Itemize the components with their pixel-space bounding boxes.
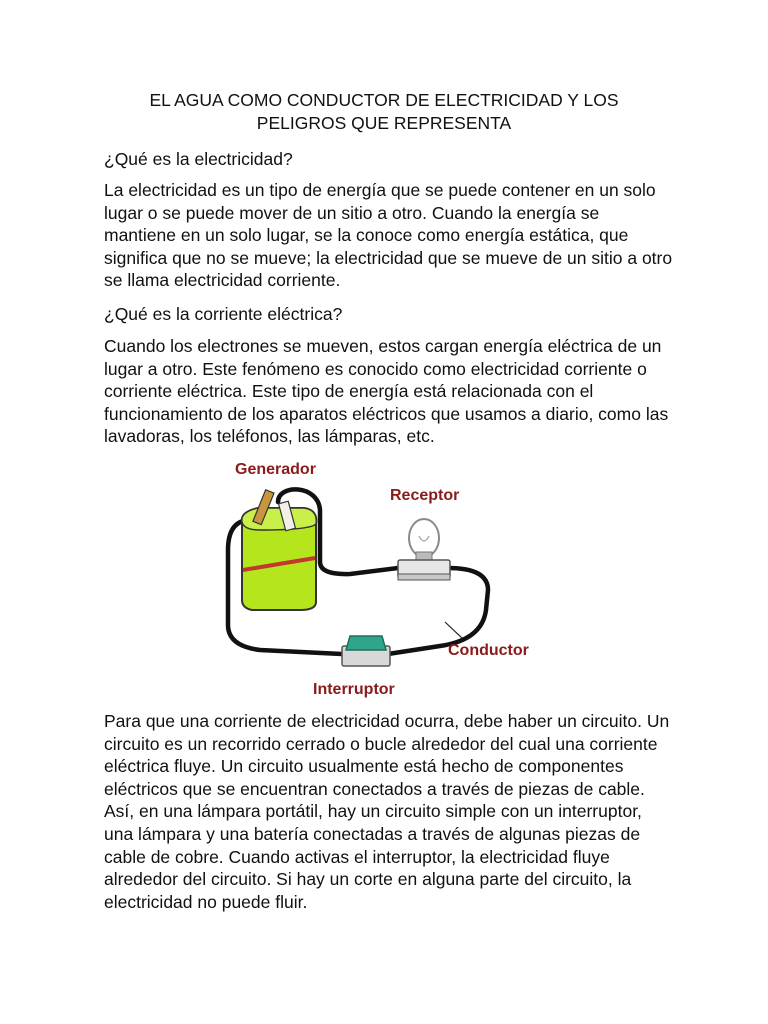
conductor-pointer — [445, 622, 462, 638]
paragraph-current: Cuando los electrones se mueven, estos cargan energía eléctrica de un lugar a otro. Este fenómeno es conocido como electricidad corriente o corriente eléctrica. Este tipo de energía está relacionada con el funcionamiento de los aparatos eléctricos que usamos a diario, como las lavadoras, los teléfonos, las lámparas, etc. — [104, 336, 669, 447]
label-generator: Generador — [235, 461, 316, 478]
label-switch: Interruptor — [313, 681, 395, 698]
switch-interruptor — [342, 636, 390, 666]
question-electricity: ¿Qué es la electricidad? — [104, 149, 293, 169]
label-receptor: Receptor — [390, 487, 460, 504]
circuit-illustration — [200, 450, 560, 700]
title-line-1: EL AGUA COMO CONDUCTOR DE ELECTRICIDAD Y LOS — [149, 90, 619, 110]
label-conductor: Conductor — [448, 642, 529, 659]
page-title — [0, 89, 768, 135]
lamp-receptor — [398, 519, 450, 580]
paragraph-electricity: La electricidad es un tipo de energía que se puede contener en un solo lugar o se puede mover de un sitio a otro. Cuando la energía se mantiene en un solo lugar, se la conoce como energía estática, que significa que no se mueve; la electricidad que se mueve de un sitio a otro se llama electricidad corriente. — [104, 180, 673, 291]
question-current: ¿Qué es la corriente eléctrica? — [104, 304, 343, 324]
battery-generator — [242, 490, 316, 610]
title-line-2: PELIGROS QUE REPRESENTA — [256, 113, 512, 133]
paragraph-circuit: Para que una corriente de electricidad ocurra, debe haber un circuito. Un circuito es un recorrido cerrado o bucle alrededor del cual una corriente eléctrica fluye. Un circuito usualmente está hecho de componentes eléctricos que se encuentran conectados a través de piezas de cable. Así, en una lámpara portátil, hay un circuito simple con un interruptor, una lámpara y una batería conectadas a través de algunas piezas de cable de cobre. Cuando activas el interruptor, la electricidad fluye alrededor del circuito. Si hay un corte en alguna parte del circuito, la electricidad no puede fluir. — [104, 711, 670, 912]
circuit-diagram — [200, 450, 560, 700]
